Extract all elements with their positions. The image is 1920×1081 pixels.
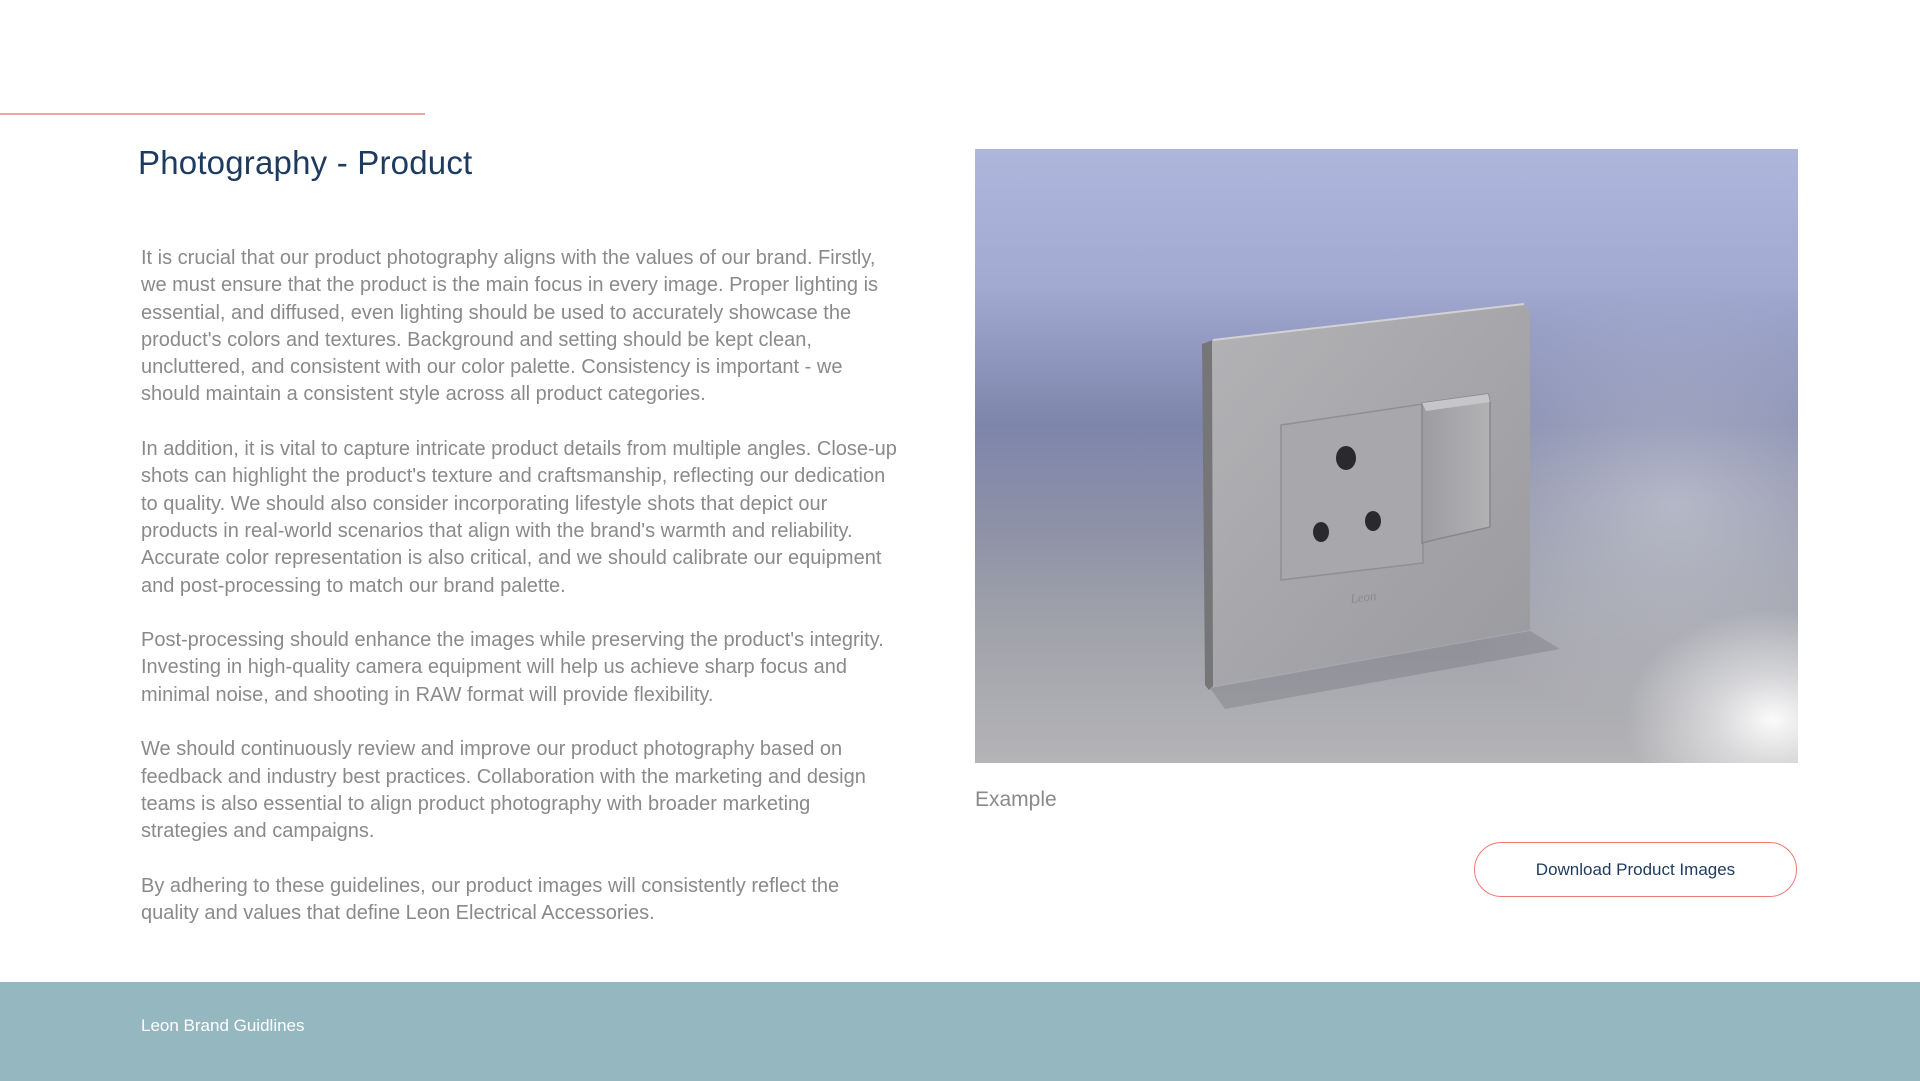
- socket-panel: [1281, 404, 1423, 580]
- body-copy: [141, 245, 901, 955]
- paragraph: By adhering to these guidelines, our product images will consistently reflect the quality and values that define Leon Electrical Accessories.: [141, 874, 840, 925]
- product-logo-text: Leon: [1349, 587, 1378, 606]
- product-photo: [975, 149, 1798, 763]
- download-product-images-button[interactable]: Download Product Images: [1474, 842, 1797, 897]
- paragraph: We should continuously review and improve our product photography based on feedback and industry best practices. Collaboration with the marketing and design teams is also essential to align product photography with broader marketing strategies and campaigns.: [141, 738, 866, 843]
- paragraph: It is crucial that our product photography aligns with the values of our brand. Firstly, we must ensure that the product is the main focus in every image. Proper lighting is essential, and diffused, even lighting should be used to accurately showcase the product's colors and textures. Background and setting should be kept clean, uncluttered, and consistent with our color palette. Consistency is important - we should maintain a consistent style across all product categories.: [141, 247, 879, 406]
- socket-hole: [1365, 511, 1381, 531]
- paragraph: In addition, it is vital to capture intricate product details from multiple angles. Close-up shots can highlight the product's texture and craftsmanship, reflecting our dedication to quality. We should also consider incorporating lifestyle shots that depict our products in real-world scenarios that align with the brand's warmth and reliability. Accurate color representation is also critical, and we should calibrate our equipment and post-processing to match our brand palette.: [141, 438, 897, 597]
- footer-text: Leon Brand Guidlines: [141, 1016, 305, 1035]
- accent-rule: [0, 113, 425, 115]
- socket-hole: [1336, 446, 1356, 470]
- socket-hole: [1313, 522, 1329, 542]
- rocker-switch: [1422, 394, 1490, 543]
- paragraph: Post-processing should enhance the images while preserving the product's integrity. Investing in high-quality camera equipment will help us achieve sharp focus and minimal noise, and shooting in RAW format will provide flexibility.: [141, 629, 884, 706]
- page-title: Photography - Product: [138, 144, 473, 181]
- photo-caption: Example: [975, 788, 1057, 811]
